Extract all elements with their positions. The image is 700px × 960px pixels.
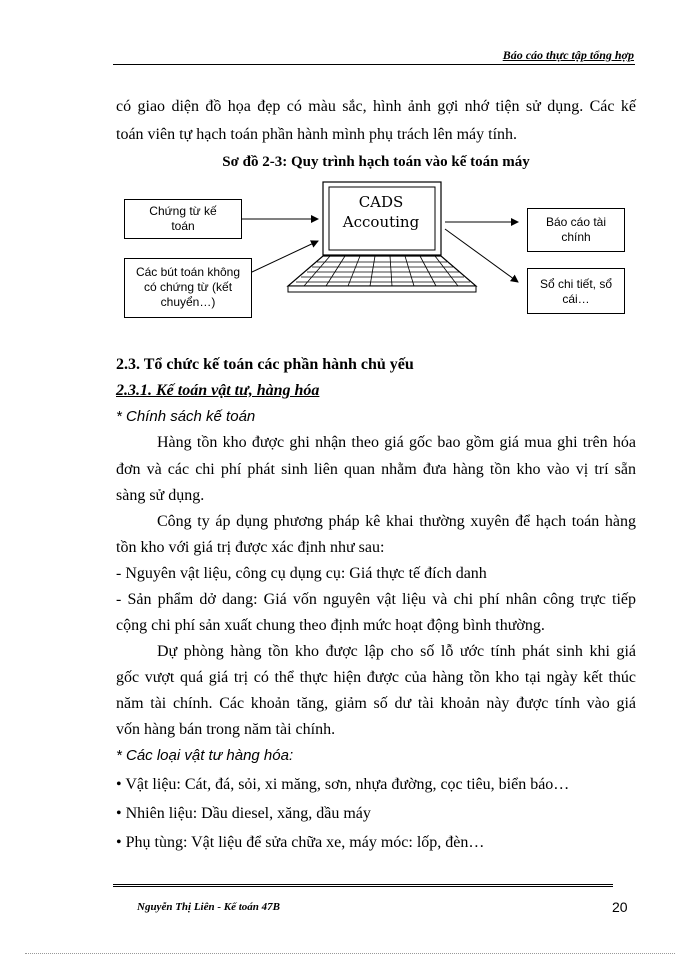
para1-line-2: đơn và các chi phí phát sinh liên quan nhằm đưa hàng tồn kho vào vị trí sẵn	[116, 461, 636, 478]
bullet-text: Vật liệu: Cát, đá, sỏi, xi măng, sơn, nhựa đường, cọc tiêu, biển báo…	[125, 776, 570, 793]
arrow-entries-to-computer	[252, 241, 318, 272]
box-line: Chứng từ kế	[149, 204, 217, 218]
subsection-heading: 2.3.1. Kế toán vật tư, hàng hóa	[116, 382, 320, 399]
diagram-title: Sơ đồ 2-3: Quy trình hạch toán vào kế toán máy	[222, 154, 530, 170]
box-line: Sổ chi tiết, sổ	[539, 277, 613, 291]
para1-line-1: Hàng tồn kho được ghi nhận theo giá gốc bao gồm giá mua ghi trên hóa	[157, 434, 636, 451]
entries-without-documents-box	[124, 258, 252, 318]
screen-line-1: CADS	[358, 193, 404, 211]
bullet-text: Nhiên liệu: Dầu diesel, xăng, dầu máy	[125, 805, 371, 822]
screen-line-2: Accouting	[342, 213, 420, 231]
item-wip-line-2: cộng chi phí sản xuất chung theo định mức hoạt động bình thường.	[116, 617, 545, 634]
box-line: toán	[171, 219, 195, 233]
para3-line-1: Dự phòng hàng tồn kho được lập cho số lỗ ước tính phát sinh khi giá	[157, 643, 636, 660]
footer-author: Nguyễn Thị Liên - Kế toán 47B	[137, 901, 281, 913]
box-line: cái…	[562, 292, 590, 306]
bullet-icon: •	[116, 805, 122, 822]
section-heading: 2.3. Tổ chức kế toán các phần hành chủ yếu	[116, 356, 414, 373]
bullet-item	[116, 805, 636, 823]
para2-line-2: tồn kho với giá trị được xác định như sau:	[116, 539, 385, 556]
para1-line-3: sàng sử dụng.	[116, 487, 205, 504]
types-label: * Các loại vật tư hàng hóa:	[116, 747, 294, 764]
item-wip-line-1: - Sản phẩm dở dang: Giá vốn nguyên vật liệu và chi phí nhân công trực tiếp	[116, 591, 636, 608]
box-line: chuyển…)	[160, 295, 216, 309]
intro-line-2: toán viên tự hạch toán phần hành mình phụ trách lên máy tính.	[116, 126, 518, 143]
bullet-icon: •	[116, 776, 122, 793]
running-header: Báo cáo thực tập tổng hợp	[502, 48, 634, 62]
bullet-icon: •	[116, 834, 122, 851]
bullet-text: Phụ tùng: Vật liệu để sửa chữa xe, máy móc: lốp, đèn…	[125, 834, 485, 851]
para3-line-3: năm tài chính. Các khoản tăng, giảm số dư tài khoản này được tính vào giá	[116, 695, 636, 712]
para3-line-4: vốn hàng bán trong năm tài chính.	[116, 721, 336, 738]
box-line: chính	[561, 230, 591, 244]
financial-reports-box	[527, 208, 625, 252]
policy-label: * Chính sách kế toán	[116, 408, 256, 425]
page-bottom-dotted-line	[25, 953, 675, 954]
item-materials: - Nguyên vật liệu, công cụ dụng cụ: Giá thực tế đích danh	[116, 565, 487, 582]
box-line: Các bút toán không	[135, 265, 241, 279]
bullet-item	[116, 834, 636, 852]
page-number: 20	[612, 899, 628, 915]
intro-line-1: có giao diện đồ họa đẹp có màu sắc, hình ảnh gợi nhớ tiện sử dụng. Các kế	[116, 98, 636, 115]
source-documents-box	[124, 199, 242, 239]
footer-rule	[113, 884, 613, 887]
computer-screen-text	[331, 192, 431, 232]
bullet-item	[116, 776, 636, 794]
box-line: Báo cáo tài	[545, 215, 607, 229]
para3-line-2: gốc vượt quá giá trị có thể thực hiện được của hàng tồn kho tại ngày kết thúc	[116, 669, 636, 686]
para2-line-1: Công ty áp dụng phương pháp kê khai thường xuyên để hạch toán hàng	[157, 513, 636, 530]
box-line: có chứng từ (kết	[143, 280, 233, 294]
ledgers-box	[527, 268, 625, 314]
